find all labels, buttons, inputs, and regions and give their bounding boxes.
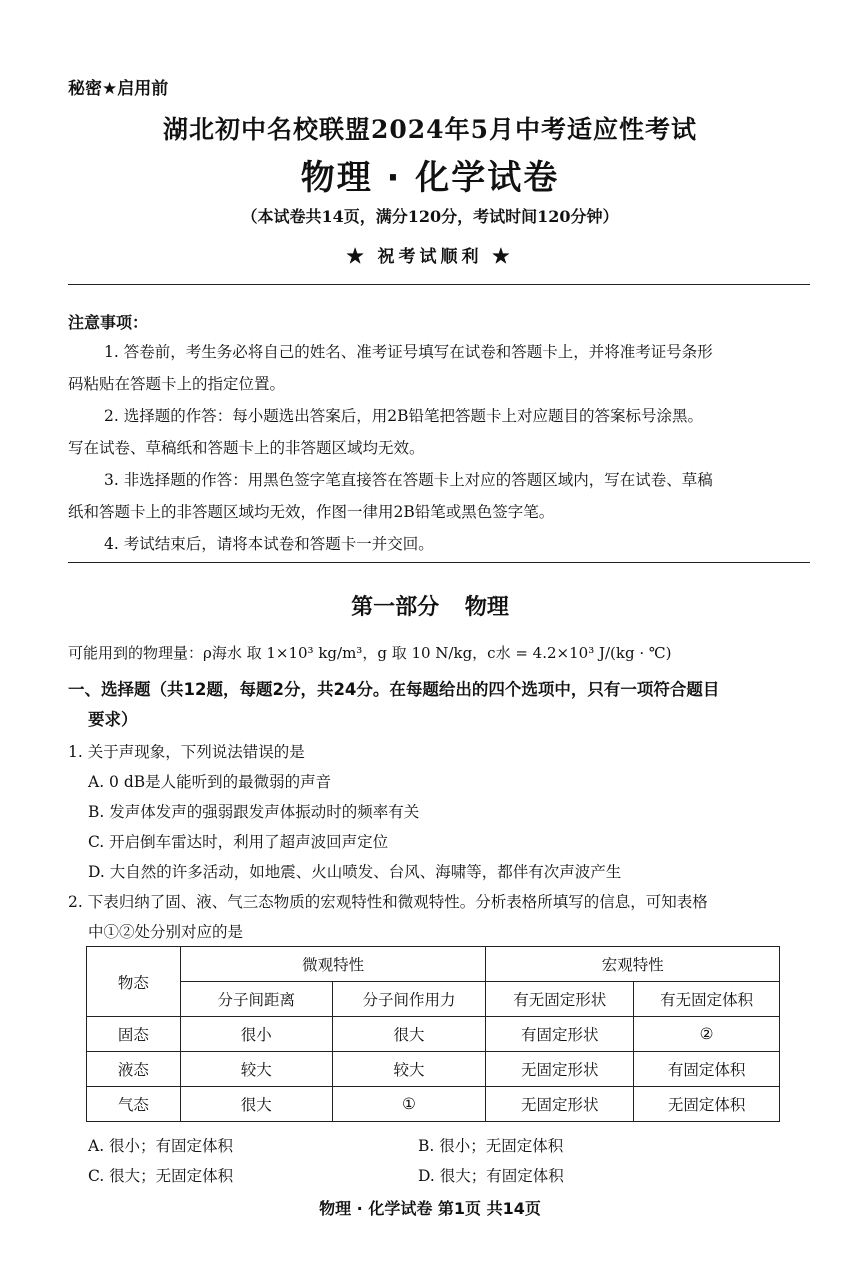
exam-title: 湖北初中名校联盟2024年5月中考适应性考试	[163, 115, 697, 144]
table-cell: 无固定形状	[486, 1087, 634, 1122]
table-row	[87, 1017, 780, 1052]
question-1-option-c: C. 开启倒车雷达时，利用了超声波回声定位	[88, 833, 389, 851]
question-1-stem: 1. 关于声现象，下列说法错误的是	[68, 743, 305, 761]
exam-info: （本试卷共14页，满分120分，考试时间120分钟）	[241, 207, 619, 226]
table-cell: 较大	[180, 1052, 332, 1087]
table-row	[87, 1087, 780, 1122]
table-cell: 有固定体积	[634, 1052, 780, 1087]
notice-line: 3. 非选择题的作答：用黑色签字笔直接答在答题卡上对应的答题区域内，写在试卷、草稿	[104, 471, 713, 489]
subject-title: 物理 · 化学试卷	[300, 158, 560, 198]
table-cell: 固态	[87, 1017, 181, 1052]
table-cell: ②	[634, 1017, 780, 1052]
good-luck-line: ★ 祝考试顺利 ★	[346, 247, 514, 267]
notice-heading: 注意事项：	[68, 313, 149, 332]
part-title: 第一部分 物理	[351, 595, 509, 620]
notice-line: 写在试卷、草稿纸和答题卡上的非答题区域均无效。	[68, 439, 425, 457]
question-2-option-a: A. 很小；有固定体积	[88, 1137, 234, 1155]
table-header-state: 物态	[87, 947, 181, 1017]
confidential-label: 秘密★启用前	[68, 79, 169, 99]
question-1-option-d: D. 大自然的许多活动，如地震、火山喷发、台风、海啸等，都伴有次声波产生	[88, 863, 622, 881]
header-divider	[68, 284, 810, 285]
table-cell: 有固定形状	[486, 1017, 634, 1052]
question-1-option-a: A. 0 dB是人能听到的最微弱的声音	[88, 773, 332, 791]
table-header-micro: 微观特性	[180, 947, 486, 982]
table-subheader: 分子间距离	[180, 982, 332, 1017]
notice-line: 2. 选择题的作答：每小题选出答案后，用2B铅笔把答题卡上对应题目的答案标号涂黑。	[104, 407, 703, 425]
matter-states-table	[86, 946, 780, 1122]
question-2-stem-cont: 中①②处分别对应的是	[88, 923, 244, 941]
page-footer: 物理 · 化学试卷 第1页 共14页	[319, 1199, 541, 1218]
table-cell: 无固定形状	[486, 1052, 634, 1087]
table-cell: ①	[332, 1087, 486, 1122]
question-2-option-d: D. 很大；有固定体积	[418, 1167, 564, 1185]
section-heading: 一、选择题（共12题，每题2分，共24分。在每题给出的四个选项中，只有一项符合题目	[68, 680, 720, 699]
table-header-macro: 宏观特性	[486, 947, 780, 982]
table-cell: 很小	[180, 1017, 332, 1052]
table-subheader: 有无固定形状	[486, 982, 634, 1017]
notice-divider	[68, 562, 810, 563]
question-1-option-b: B. 发声体发声的强弱跟发声体振动时的频率有关	[88, 803, 420, 821]
physical-constants: 可能用到的物理量：ρ海水 取 1×10³ kg/m³，g 取 10 N/kg，c水 = 4.2×10³ J/(kg · ℃)	[68, 644, 672, 662]
table-subheader: 有无固定体积	[634, 982, 780, 1017]
question-2-stem: 2. 下表归纳了固、液、气三态物质的宏观特性和微观特性。分析表格所填写的信息，可知表格	[68, 893, 708, 911]
notice-line: 4. 考试结束后，请将本试卷和答题卡一并交回。	[104, 535, 434, 553]
question-2-option-c: C. 很大；无固定体积	[88, 1167, 234, 1185]
notice-line: 纸和答题卡上的非答题区域均无效，作图一律用2B铅笔或黑色签字笔。	[68, 503, 555, 521]
table-cell: 气态	[87, 1087, 181, 1122]
table-cell: 较大	[332, 1052, 486, 1087]
table-subheader: 分子间作用力	[332, 982, 486, 1017]
table-cell: 很大	[180, 1087, 332, 1122]
notice-line: 1. 答卷前，考生务必将自己的姓名、准考证号填写在试卷和答题卡上，并将准考证号条形	[104, 343, 713, 361]
table-cell: 无固定体积	[634, 1087, 780, 1122]
table-row	[87, 1052, 780, 1087]
notice-line: 码粘贴在答题卡上的指定位置。	[68, 375, 286, 393]
table-cell: 很大	[332, 1017, 486, 1052]
question-2-option-b: B. 很小；无固定体积	[418, 1137, 564, 1155]
table-cell: 液态	[87, 1052, 181, 1087]
section-heading-cont: 要求）	[88, 710, 138, 729]
